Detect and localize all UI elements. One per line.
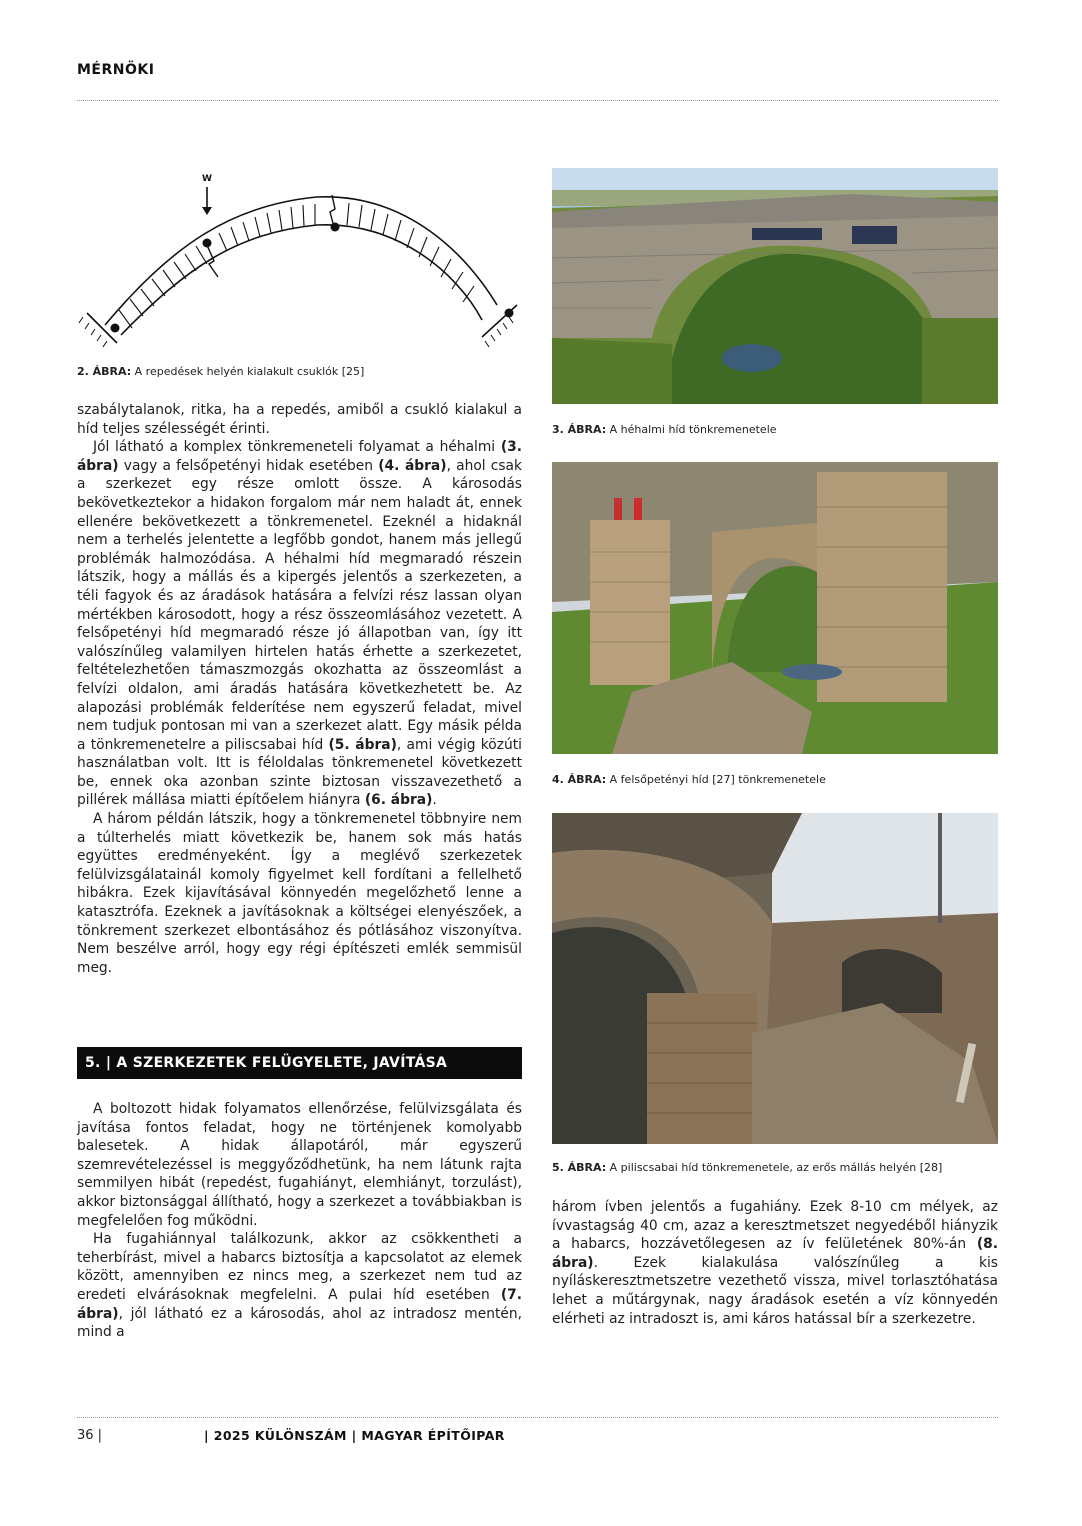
page-number: 36 | — [77, 1428, 103, 1443]
figure-3-caption: 3. ÁBRA: A héhalmi híd tönkremenetele — [552, 423, 777, 436]
right-column-text — [552, 1198, 998, 1328]
left-column-upper — [77, 401, 522, 977]
footer-divider — [77, 1417, 998, 1418]
section-heading: 5. | A SZERKEZETEK FELÜGYELETE, JAVÍTÁSA — [77, 1047, 522, 1079]
figure-3-photo — [552, 168, 998, 404]
arch-hinge-diagram — [77, 165, 522, 355]
paragraph: Jól látható a komplex tönkremeneteli folyamat a héhalmi (3. ábra) vagy a felsőpetényi hidak esetében (4. ábra), ahol csak a szerkezet egy része omlott össze. A károsodás bekövetkeztekor a hidakon forgalom már nem haladt át, ennek ellenére bekövetkezett a tönkremenetel. Ezeknél a hidaknál nem a terhelés jelentette a legfőbb gondot, hanem más jellegű problémák halmozódása. A héhalmi híd megmaradó részein látszik, hogy a mállás és a kipergés jelentős a szerkezeten, a téli fagyok és az áradások hatására a felvízi rész lassan olyan mértékben károsodott, hogy a rész összeomlásához vezetett. A felsőpetényi híd megmaradó része jó állapotban van, így itt valószínűleg valamilyen hirtelen hatás érhette a szerkezetet, feltételezhetően támaszmozgás okozhatta az összeomlást a felvízi oldalon, ami áradás hatására következhetett be. Az alapozási problémák felderítése nem egyszerű feladat, mivel nem tudjuk pontosan mi van a szerkezet alatt. Egy másik példa a tönkremenetelre a piliscsabai híd (5. ábra), ami végig közúti használatban volt. Itt is féloldalas tönkremenetel következett be, ennek oka azonban szinte biztosan visszavezethető a pillérek mállása miatti építőelem hiányra (6. ábra). — [77, 439, 522, 809]
paragraph: A boltozott hidak folyamatos ellenőrzése, felülvizsgálata és javítása fontos feladat, hogy ne történjenek komolyabb balesetek. A hidak állapotáról, már egyszerű szemrevételezéssel is meggyőződhetünk, ha nem látunk rajta semmilyen hibát (repedést, fugahiányt, elemhiányt, torzulást), akkor biztonsággal állítható, hogy a szerkezet a továbbiakban is megfelelően fog működni. — [77, 1101, 522, 1229]
hinge-right-support — [505, 309, 514, 318]
hinge-left-support — [111, 324, 120, 333]
hinge-2 — [331, 223, 340, 232]
section-label: MÉRNÖKI — [77, 62, 155, 78]
figure-2-caption: 2. ÁBRA: A repedések helyén kialakult csuklók [25] — [77, 365, 365, 378]
paragraph: szabálytalanok, ritka, ha a repedés, amiből a csukló kialakul a híd teljes szélességét érinti. — [77, 402, 522, 437]
paragraph: A három példán látszik, hogy a tönkremenetel többnyire nem a túlterhelés miatt következik be, hanem sok más hatás együttes eredményeként. Így a meglévő szerkezetek felülvizsgálatainál komoly figyelmet kell fordítani a fellelhető hibákra. Ezek kijavításával könnyedén megelőzhető lenne a katasztrófa. Ezeknek a javításoknak a költségei elenyészőek, a tönkrement szerkezet elbontásához és pótlásához viszonyítva. Nem beszélve arról, hogy egy régi építészeti emlék semmisül meg. — [77, 811, 522, 976]
figure-4-caption: 4. ÁBRA: A felsőpetényi híd [27] tönkremenetele — [552, 773, 826, 786]
figure-5-photo — [552, 813, 998, 1144]
figure-2-arch-diagram — [77, 165, 522, 355]
load-label: W — [202, 174, 212, 184]
paragraph: Ha fugahiánnyal találkozunk, akkor az csökkentheti a teherbírást, mivel a habarcs biztosítja a kapcsolatot az elemek között, amennyiben ez nincs meg, a szerkezet nem tud az eredeti elvárásoknak megfelelni. A pulai híd esetében (7. ábra), jól látható ez a károsodás, ahol az intradosz mentén, mind a — [77, 1231, 522, 1341]
paragraph: három ívben jelentős a fugahiány. Ezek 8-10 cm mélyek, az ívvastagság 40 cm, azaz a keresztmetszet negyedéből hiányzik a habarcs, hozzávetőlegesen az ív felületének 80%-án (8. ábra). Ezek kialakulása valószínűleg a kis nyíláskeresztmetszetre vezethető vissza, mivel torlasztóhatása lehet a műtárgynak, nagy áradások esetén a víz könnyedén elérheti az intradoszt is, ami káros hatással bír a szerkezetre. — [552, 1199, 998, 1327]
left-column-lower — [77, 1100, 522, 1342]
publication-line: | 2025 KÜLÖNSZÁM | MAGYAR ÉPÍTŐIPAR — [204, 1428, 505, 1443]
figure-4-photo — [552, 462, 998, 754]
figure-5-caption: 5. ÁBRA: A piliscsabai híd tönkremenetele, az erős mállás helyén [28] — [552, 1161, 943, 1174]
header-divider — [77, 100, 998, 101]
hinge-1 — [203, 239, 212, 248]
